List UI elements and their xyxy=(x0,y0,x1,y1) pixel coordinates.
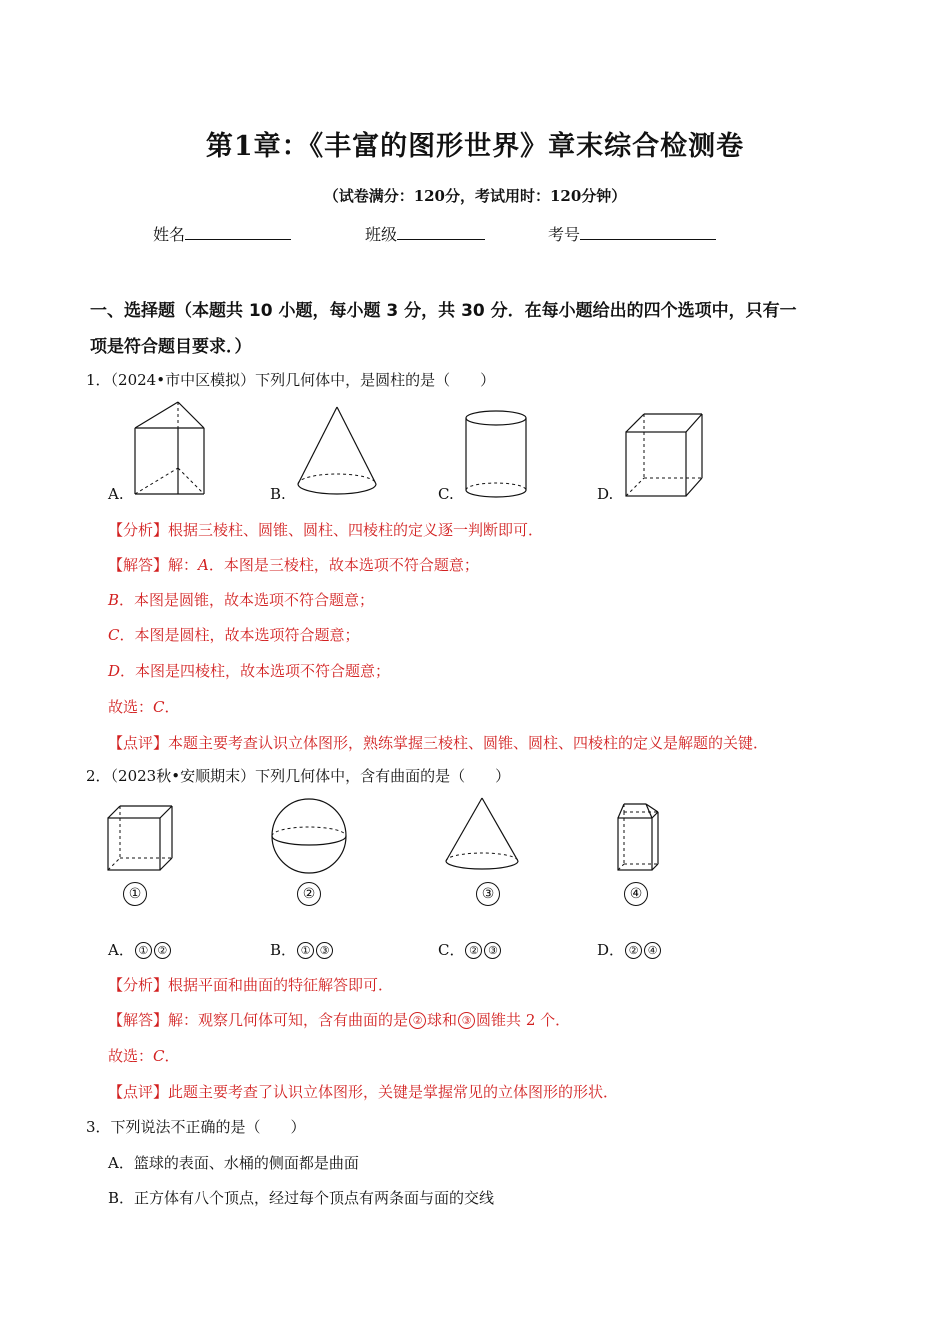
name-field xyxy=(153,222,291,245)
circled-number: ③ xyxy=(484,942,501,959)
page-title: 第1章：《丰富的图形世界》章末综合检测卷 xyxy=(205,131,745,162)
circled-number: ① xyxy=(297,942,314,959)
q1-option-c: C. xyxy=(438,485,454,503)
answer-letter: A xyxy=(198,556,209,574)
answer-text: ．本图是四棱柱，故本选项不符合题意； xyxy=(120,662,391,680)
q1-answer-line-4 xyxy=(108,660,390,681)
answer-text: 解：观察几何体可知，含有曲面的是 xyxy=(168,1011,409,1029)
q1-answer-line-2 xyxy=(108,589,374,610)
q1-analysis-text: 根据三棱柱、圆锥、圆柱、四棱柱的定义逐一判断即可． xyxy=(168,521,544,539)
q1-answer-line-3 xyxy=(108,624,360,645)
comment-tag: 【点评】 xyxy=(108,734,169,752)
choice-suffix: ． xyxy=(164,1047,180,1065)
q2-answer xyxy=(108,1009,570,1030)
q3-option-a: A．篮球的表面、水桶的侧面都是曲面 xyxy=(108,1154,359,1172)
cube-figure-2 xyxy=(104,802,176,872)
choice-letter: C xyxy=(153,1047,165,1065)
name-label: 姓名 xyxy=(153,225,186,244)
circled-number: ③ xyxy=(316,942,333,959)
analysis-tag: 【分析】 xyxy=(108,521,169,539)
q2-comment-text: 此题主要考查了认识立体图形，关键是掌握常见的立体图形的形状． xyxy=(168,1083,619,1101)
choice-prefix: 故选： xyxy=(108,698,154,716)
option-letter: D． xyxy=(597,941,625,959)
exam-number-label: 考号 xyxy=(548,225,581,244)
option-letter: C． xyxy=(438,941,465,959)
class-label: 班级 xyxy=(365,225,398,244)
answer-text: 球和 xyxy=(427,1011,458,1029)
q1-analysis xyxy=(108,519,543,540)
answer-text: 圆锥共 2 个． xyxy=(476,1011,571,1029)
cone-figure xyxy=(294,404,380,500)
comment-tag: 【点评】 xyxy=(108,1083,169,1101)
answer-text: ．本图是圆柱，故本选项符合题意； xyxy=(119,626,360,644)
circled-number: ② xyxy=(154,942,171,959)
option-letter: B． xyxy=(270,941,297,959)
question-3-stem: 3．下列说法不正确的是（ ） xyxy=(86,1118,306,1136)
q1-answer-line-1 xyxy=(108,554,479,575)
circled-number: ③ xyxy=(458,1012,475,1029)
choice-letter: C xyxy=(153,698,165,716)
sphere-figure xyxy=(268,796,350,876)
option-letter: A． xyxy=(108,941,134,959)
circled-number: ② xyxy=(409,1012,426,1029)
circled-number: ② xyxy=(625,942,642,959)
analysis-tag: 【分析】 xyxy=(108,976,169,994)
answer-text: ．本图是三棱柱，故本选项不符合题意； xyxy=(208,556,479,574)
figure-label-4: ④ xyxy=(624,882,648,906)
figure-label-1: ① xyxy=(123,882,147,906)
circled-number: ② xyxy=(465,942,482,959)
q2-option-a xyxy=(108,939,172,960)
circled-number: ① xyxy=(135,942,152,959)
q1-option-d: D. xyxy=(597,485,614,503)
figure-label-2: ② xyxy=(297,882,321,906)
circled-number: ④ xyxy=(644,942,661,959)
q1-comment xyxy=(108,732,768,753)
triangular-prism-figure xyxy=(130,398,210,500)
exam-info: （试卷满分：120分，考试用时：120分钟） xyxy=(323,187,627,205)
class-blank xyxy=(397,223,485,240)
q2-option-c xyxy=(438,939,502,960)
cylinder-figure xyxy=(462,408,530,502)
q3-option-b: B．正方体有八个顶点，经过每个顶点有两条面与面的交线 xyxy=(108,1189,495,1207)
frustum-figure xyxy=(612,800,662,876)
answer-letter: B xyxy=(108,591,120,609)
q2-option-b xyxy=(270,939,334,960)
cube-figure xyxy=(622,410,706,500)
q1-option-b: B. xyxy=(270,485,286,503)
figure-label-3: ③ xyxy=(476,882,500,906)
q1-choice xyxy=(108,696,180,717)
choice-suffix: ． xyxy=(164,698,180,716)
question-2-stem: 2．（2023秋•安顺期末）下列几何体中，含有曲面的是（ ） xyxy=(86,767,511,785)
answer-letter: D xyxy=(108,662,121,680)
exam-number-blank xyxy=(580,223,716,240)
q1-option-a: A. xyxy=(108,485,124,503)
cone-figure-2 xyxy=(442,795,522,875)
section-heading-line1: 一、选择题（本题共 10 小题，每小题 3 分，共 30 分．在每小题给出的四个选项中，只有一 xyxy=(90,301,797,321)
question-1-stem: 1．（2024•市中区模拟）下列几何体中，是圆柱的是（ ） xyxy=(86,371,496,389)
answer-letter: C xyxy=(108,626,120,644)
q1-comment-text: 本题主要考查认识立体图形，熟练掌握三棱柱、圆锥、圆柱、四棱柱的定义是解题的关键． xyxy=(168,734,769,752)
q2-option-d xyxy=(597,939,662,960)
name-blank xyxy=(185,223,291,240)
q2-comment xyxy=(108,1081,618,1102)
answer-text: ．本图是圆锥，故本选项不符合题意； xyxy=(119,591,375,609)
choice-prefix: 故选： xyxy=(108,1047,154,1065)
q2-analysis-text: 根据平面和曲面的特征解答即可． xyxy=(168,976,394,994)
q2-analysis xyxy=(108,974,393,995)
class-field xyxy=(365,222,485,245)
exam-number-field xyxy=(548,222,716,245)
answer-tag: 【解答】 xyxy=(108,556,169,574)
section-heading-line2: 项是符合题目要求．） xyxy=(90,337,252,357)
answer-tag: 【解答】 xyxy=(108,1011,169,1029)
answer-lead: 解： xyxy=(168,556,199,574)
q2-choice xyxy=(108,1045,180,1066)
